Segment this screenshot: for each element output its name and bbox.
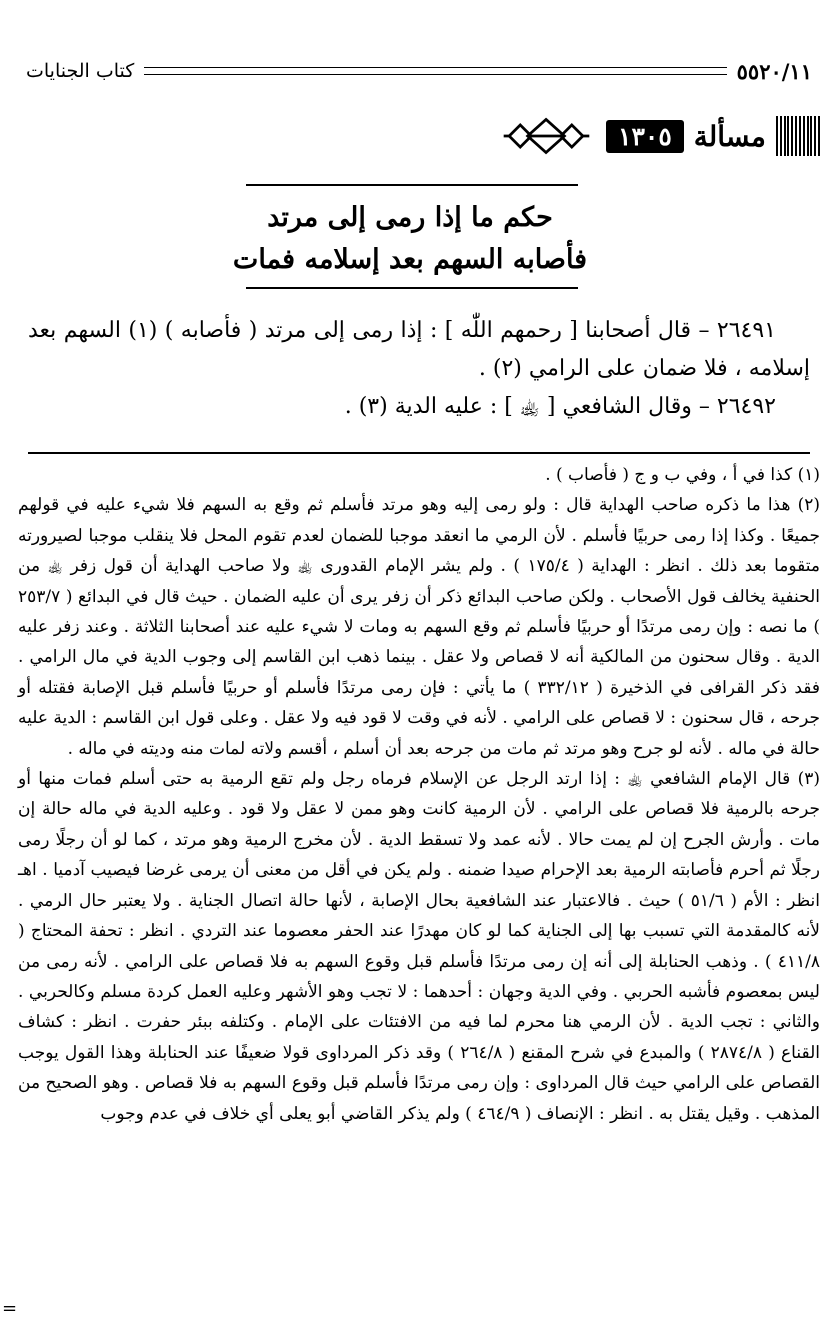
footnotes <box>18 460 820 1129</box>
book-title: كتاب الجنايات <box>26 60 135 82</box>
page-reference: ٥٥٢٠/١١ <box>736 58 812 84</box>
footnote-2: (٢) هذا ما ذكره صاحب الهداية قال : ولو رمى إليه وهو مرتد فأسلم ثم وقع به السهم فلا شيء عليه في قولهم جميعًا . وكذا إذا رمى حربيًا فأسلم . لأن الرمي ما انعقد موجبا للضمان لعدم تقوم المحل فلا ينقلب موجبا لصيرورته متقوما بعد ذلك . انظر : الهداية ( ١٧٥/٤ ) . ولم يشر الإمام القدورى ﵀ ولا صاحب الهداية أن قول زفر ﵀ من الحنفية يخالف قول الأصحاب . ولكن صاحب البدائع ذكر أن زفر يرى أن عليه الضمان . حيث قال في البدائع ( ٢٥٣/٧ ) ما نصه : وإن رمى مرتدًا أو حربيًا فأسلم ثم وقع السهم به ومات لا شيء عليه عند أصحابنا الثلاثة . وعند زفر عليه الدية . وقال سحنون من المالكية أنه لا قصاص ولا عقل . بينما ذهب ابن القاسم إلى وجوب الدية في مال الرامي . فقد ذكر القرافى في الذخيرة ( ٣٣٢/١٢ ) ما يأتي : فإن رمى مرتدًا فأسلم أو حربيًا فأسلم قبل الإصابة فقتله أو جرحه ، قال سحنون : لا قصاص على الرامي . لأنه في وقت لا قود فيه ولا عقل . وعلى قول ابن القاسم : الدية عليه حالة في ماله . لأنه لو جرح وهو مرتد ثم مات من جرحه بعد أن أسلم ، أقسم ولاته لمات منه وديته في ماله . <box>18 495 821 759</box>
main-text <box>28 312 810 426</box>
title-line-2: فأصابه السهم بعد إسلامه فمات <box>232 244 588 275</box>
issue-number: ١٣٠٥ <box>606 120 684 153</box>
title-line-1: حكم ما إذا رمى إلى مرتد <box>267 202 553 233</box>
continuation-mark: = <box>2 1298 18 1319</box>
vertical-bars-ornament <box>776 116 820 156</box>
paragraph-26491: ٢٦٤٩١ – قال أصحابنا [ رحمهم اللّٰه ] : إذا رمى إلى مرتد ( فأصابه ) (١) السهم بعد إسلامه ، فلا ضمان على الرامي (٢) . <box>28 318 810 381</box>
knot-ornament-icon <box>500 114 592 158</box>
footnote-3: (٣) قال الإمام الشافعي ﵀ : إذا ارتد الرجل عن الإسلام فرماه رجل ولم تقع الرمية به حتى أسلم فمات منها أو جرحه بالرمية فلا قصاص على الرامي . لأن الرمية كانت وهو ممن لا عقل ولا قود . وعليه الدية في ماله حالة إن مات . وأرش الجرح إن لم يمت حالا . لأنه عمد ولا تسقط الدية . لأن مخرج الرمية وهو مرتد ، كما لو أن رجلًا رمى رجلًا ثم أحرم فأصابته الرمية بعد الإحرام صيدا ضمنه . ولم يكن في أقل من معنى أن يرمى غرضا فيصيب آدميا . اهـ انظر : الأم ( ٥١/٦ ) حيث . فالاعتبار عند الشافعية بحال الإصابة ، لأنها حالة اتصال الجناية . ولا يعتبر حال الرمي . لأنه كالمقدمة التي تسبب بها إلى الجناية كما لو كان مهدرًا عند الحفر معصوما عند التردي . انظر : تحفة المحتاج ( ٤١١/٨ ) . وذهب الحنابلة إلى أنه إن رمى مرتدًا فأسلم قبل وقوع السهم به فلا قصاص على الرامي . لأنه رمى من ليس بمعصوم فأشبه الحربي . وفي الدية وجهان : أحدهما : لا تجب وهو الأشهر وعليه العمل كردة مسلم وكالحربي . والثاني : تجب الدية . لأن الرمي هنا محرم لما فيه من الافتئات على الإمام . وكتلفه ببئر حفرت . انظر : كشاف القناع ( ٢٨٧٤/٨ ) والمبدع في شرح المقنع ( ٢٦٤/٨ ) وقد ذكر المرداوى قولا ضعيفًا عند الحنابلة وهذا القول يوجب القصاص على الرامي حيث قال المرداوى : وإن رمى مرتدًا فأسلم قبل وقوع السهم به فلا قصاص . وهو الصحيح من المذهب . وقيل يقتل به . انظر : الإنصاف ( ٤٦٤/٩ ) ولم يذكر القاضي أبو يعلى أي خلاف في عدم وجوب <box>18 769 820 1124</box>
title-rule-bottom <box>246 287 578 289</box>
title-rule-top <box>246 184 578 186</box>
issue-label: مسألة <box>693 119 766 153</box>
running-header <box>26 54 812 88</box>
paragraph-26492: ٢٦٤٩٢ – وقال الشافعي [ ﵀ ] : عليه الدية (٣) . <box>344 394 776 419</box>
footnote-separator <box>28 452 810 454</box>
header-rule <box>144 67 726 75</box>
footnote-1: (١) كذا في أ ، وفي ب و ج ( فأصاب ) . <box>545 465 820 485</box>
issue-banner <box>500 110 820 162</box>
